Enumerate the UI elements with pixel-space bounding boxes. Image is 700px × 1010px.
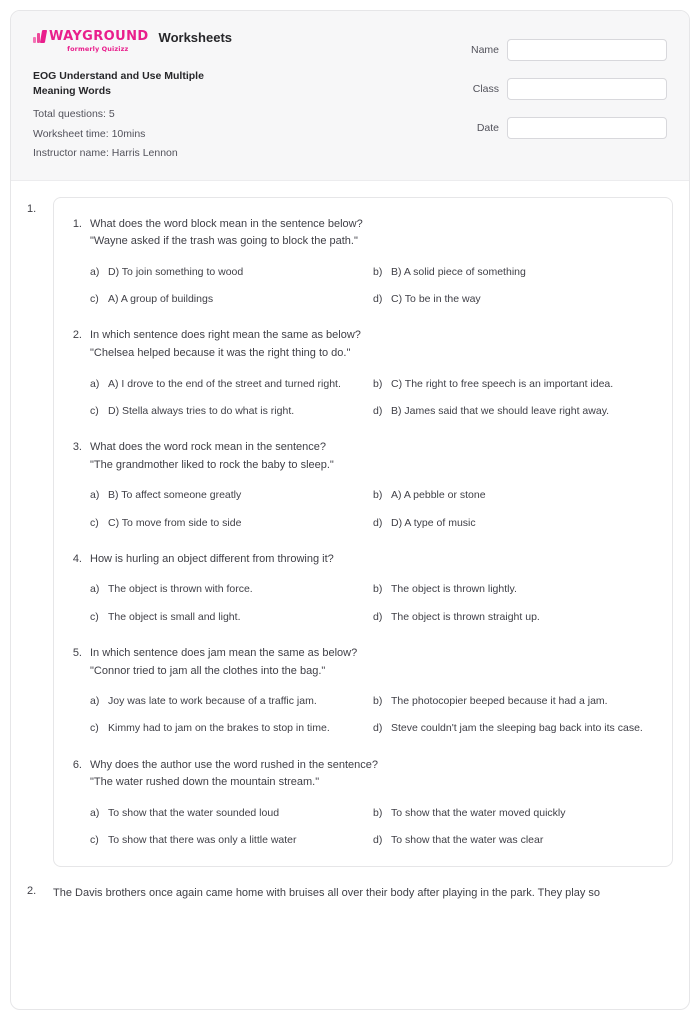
option-a[interactable] (90, 487, 373, 503)
option-a[interactable] (90, 376, 373, 392)
option-text: A) A group of buildings (108, 293, 214, 306)
option-d[interactable] (373, 832, 656, 848)
question-item (64, 757, 656, 849)
options-list (90, 581, 656, 625)
worksheet-header (11, 11, 689, 181)
worksheet-title: EOG Understand and Use Multiple Meaning Words (33, 70, 204, 98)
question-text: In which sentence does right mean the same as below? (90, 329, 361, 342)
option-text: D) A type of music (391, 516, 476, 529)
instructor-name: Instructor name: Harris Lennon (33, 147, 178, 160)
option-text: C) To be in the way (391, 293, 481, 306)
question-number: 4. (72, 552, 82, 565)
question-quote: "Wayne asked if the trash was going to block the path." (90, 235, 358, 248)
option-letter: d) (373, 834, 383, 847)
question-body (90, 327, 656, 419)
option-text: C) The right to free speech is an important idea. (391, 377, 614, 390)
question-item (64, 439, 656, 531)
question-item (64, 216, 656, 308)
option-c[interactable] (90, 515, 373, 531)
option-text: The photocopier beeped because it had a jam. (391, 695, 608, 708)
option-letter: a) (90, 695, 100, 708)
option-text: A) A pebble or stone (391, 489, 486, 502)
logo-wordmark (33, 29, 149, 44)
question-body (90, 645, 656, 737)
name-field-row (452, 39, 667, 61)
option-d[interactable] (373, 720, 656, 736)
option-letter: c) (90, 722, 99, 735)
options-list (90, 693, 656, 737)
option-text: The object is thrown lightly. (391, 583, 517, 596)
product-title: Worksheets (158, 30, 233, 45)
option-letter: b) (373, 806, 383, 819)
wayground-mark-icon (33, 30, 46, 43)
option-letter: b) (373, 265, 383, 278)
option-letter: d) (373, 293, 383, 306)
question-quote: "Connor tried to jam all the clothes into the bag." (90, 664, 326, 677)
option-text: The object is thrown with force. (108, 583, 253, 596)
option-b[interactable] (373, 581, 656, 597)
option-letter: d) (373, 722, 383, 735)
option-letter: a) (90, 583, 100, 596)
options-list (90, 376, 656, 420)
option-text: To show that the water moved quickly (391, 806, 566, 819)
option-letter: a) (90, 806, 100, 819)
option-text: To show that the water sounded loud (108, 806, 280, 819)
question-quote: "The grandmother liked to rock the baby to sleep." (90, 458, 334, 471)
date-label: Date (476, 122, 499, 134)
question-card (53, 197, 673, 868)
option-text: B) To affect someone greatly (108, 489, 242, 502)
class-label: Class (472, 83, 499, 95)
class-input[interactable] (507, 78, 667, 100)
worksheet-body (11, 181, 689, 868)
option-letter: d) (373, 516, 383, 529)
options-list (90, 805, 656, 849)
total-questions: Total questions: 5 (33, 108, 115, 121)
option-text: D) Stella always tries to do what is right. (108, 404, 295, 417)
option-b[interactable] (373, 376, 656, 392)
option-letter: a) (90, 265, 100, 278)
question-quote: "The water rushed down the mountain stream." (90, 776, 320, 789)
option-text: The object is small and light. (108, 610, 241, 623)
worksheet-page (10, 10, 690, 1010)
option-text: A) I drove to the end of the street and turned right. (108, 377, 341, 390)
option-letter: b) (373, 583, 383, 596)
question-item (64, 645, 656, 737)
option-d[interactable] (373, 291, 656, 307)
question-text: How is hurling an object different from throwing it? (90, 552, 334, 565)
option-letter: c) (90, 293, 99, 306)
header-left (33, 29, 333, 164)
option-d[interactable] (373, 609, 656, 625)
option-letter: c) (90, 610, 99, 623)
question-text: What does the word block mean in the sentence below? (90, 217, 363, 230)
option-a[interactable] (90, 693, 373, 709)
section-2 (11, 885, 689, 903)
question-body (90, 551, 656, 625)
option-text: Kimmy had to jam on the brakes to stop in time. (108, 722, 330, 735)
section-number: 2. (27, 885, 37, 898)
option-d[interactable] (373, 403, 656, 419)
question-number: 1. (72, 217, 82, 230)
section-number: 1. (27, 202, 37, 215)
option-text: To show that the water was clear (391, 834, 544, 847)
option-b[interactable] (373, 693, 656, 709)
question-text: Why does the author use the word rushed in the sentence? (90, 758, 379, 771)
question-item (64, 327, 656, 419)
option-letter: b) (373, 377, 383, 390)
question-number: 3. (72, 441, 82, 454)
question-body (90, 757, 656, 849)
passage-text: The Davis brothers once again came home with bruises all over their body after playing in the park. They play so (53, 887, 601, 900)
logo-text: WAYGROUND (49, 29, 149, 44)
brand-row (33, 29, 333, 53)
option-letter: a) (90, 377, 100, 390)
date-field-row (452, 117, 667, 139)
question-number: 2. (72, 329, 82, 342)
name-input[interactable] (507, 39, 667, 61)
option-b[interactable] (373, 487, 656, 503)
option-b[interactable] (373, 805, 656, 821)
option-a[interactable] (90, 264, 373, 280)
option-letter: b) (373, 489, 383, 502)
question-number: 5. (72, 646, 82, 659)
option-text: Joy was late to work because of a traffic jam. (108, 695, 317, 708)
option-c[interactable] (90, 403, 373, 419)
option-letter: c) (90, 834, 99, 847)
options-list (90, 264, 656, 308)
option-text: The object is thrown straight up. (391, 610, 540, 623)
option-text: B) A solid piece of something (391, 265, 526, 278)
date-input[interactable] (507, 117, 667, 139)
name-label: Name (470, 44, 499, 56)
section-1 (27, 197, 673, 868)
question-body (90, 216, 656, 308)
worksheet-time: Worksheet time: 10mins (33, 127, 146, 140)
option-c[interactable] (90, 720, 373, 736)
option-a[interactable] (90, 805, 373, 821)
option-text: Steve couldn't jam the sleeping bag back into its case. (391, 722, 643, 735)
option-letter: b) (373, 695, 383, 708)
question-body (90, 439, 656, 531)
option-c[interactable] (90, 291, 373, 307)
question-text: What does the word rock mean in the sentence? (90, 441, 327, 454)
option-a[interactable] (90, 581, 373, 597)
question-quote: "Chelsea helped because it was the right thing to do." (90, 347, 351, 360)
options-list (90, 487, 656, 531)
option-c[interactable] (90, 832, 373, 848)
option-c[interactable] (90, 609, 373, 625)
student-info-fields (452, 29, 667, 139)
option-letter: c) (90, 516, 99, 529)
class-field-row (452, 78, 667, 100)
question-text: In which sentence does jam mean the same as below? (90, 646, 358, 659)
option-text: D) To join something to wood (108, 265, 244, 278)
logo-subtitle: formerly Quizizz (67, 45, 129, 53)
option-letter: c) (90, 404, 99, 417)
wayground-logo (33, 29, 149, 53)
question-item (64, 551, 656, 625)
option-letter: a) (90, 489, 100, 502)
option-text: To show that there was only a little water (108, 834, 297, 847)
option-b[interactable] (373, 264, 656, 280)
option-d[interactable] (373, 515, 656, 531)
option-letter: d) (373, 404, 383, 417)
option-letter: d) (373, 610, 383, 623)
option-text: C) To move from side to side (108, 516, 242, 529)
option-text: B) James said that we should leave right away. (391, 404, 610, 417)
question-number: 6. (72, 758, 82, 771)
